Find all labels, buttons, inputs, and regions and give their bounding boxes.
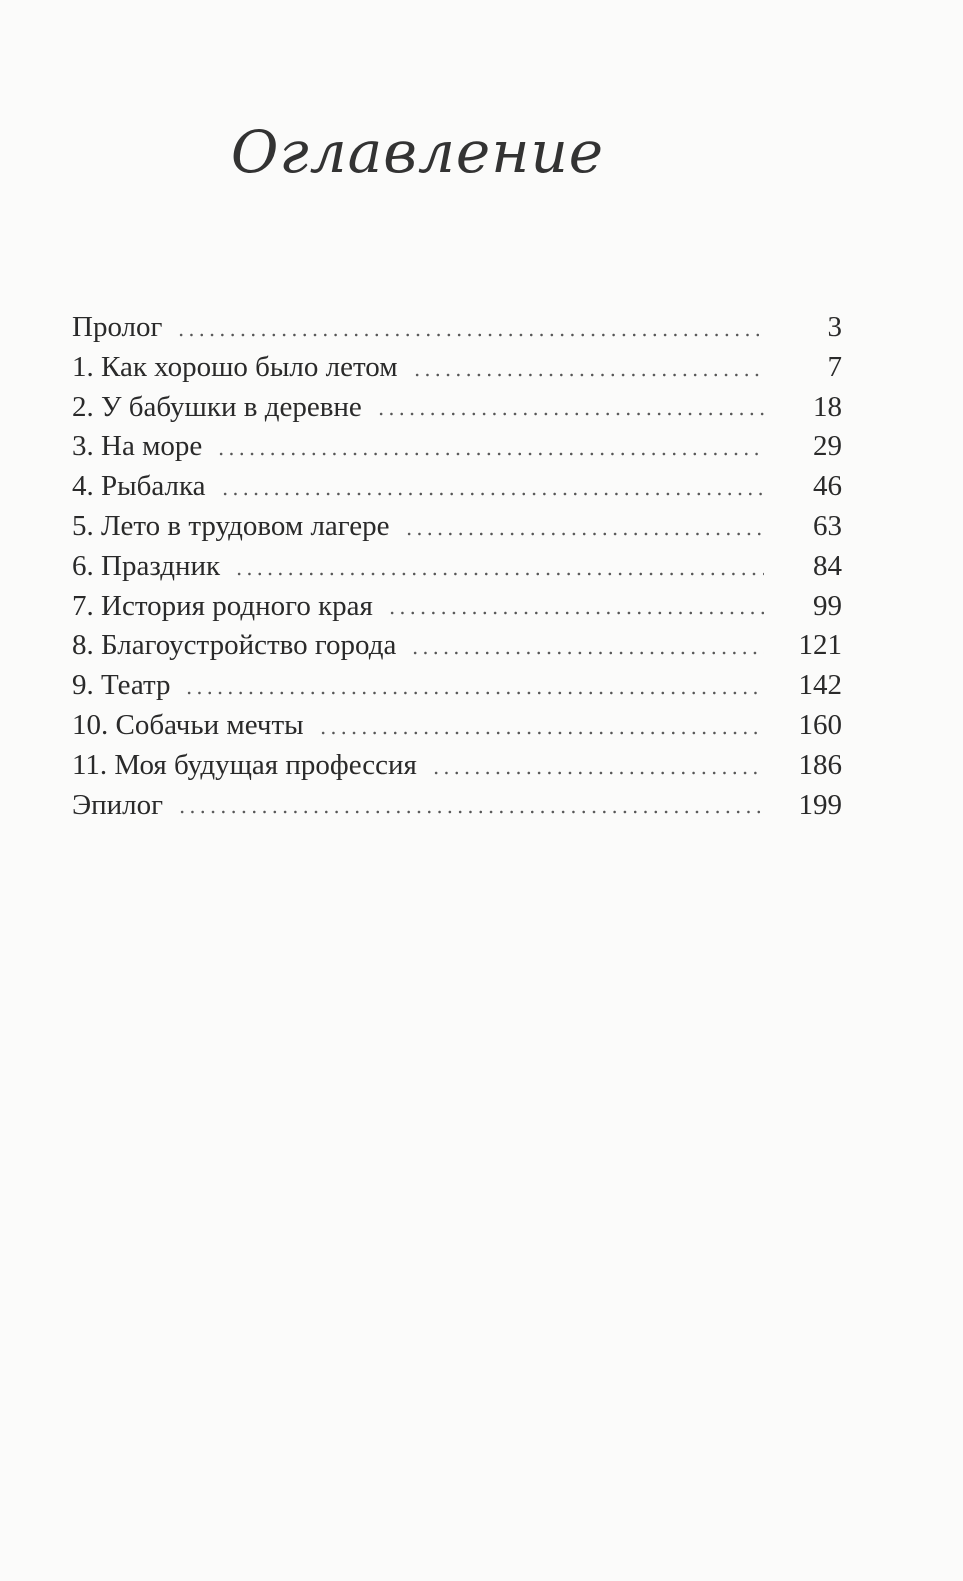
toc-entry-label: 5. Лето в трудовом лагере (72, 509, 390, 542)
toc-entry-page: 142 (798, 669, 842, 702)
toc-entry-page: 121 (798, 629, 842, 662)
toc-entry-label: 11. Моя будущая профессия (72, 748, 417, 781)
toc-entry (72, 427, 842, 467)
dot-leader (412, 371, 764, 379)
toc-entry-page: 46 (813, 470, 842, 503)
toc-entry-page: 199 (798, 788, 842, 821)
toc-entry-label: Пролог (72, 311, 163, 343)
dot-leader (404, 530, 764, 538)
dot-leader (177, 808, 764, 816)
toc-entry-page: 99 (813, 589, 842, 622)
toc-entry (72, 626, 842, 666)
toc-entry (72, 308, 842, 348)
toc-entry-page: 18 (813, 390, 842, 423)
toc-entry-label: 8. Благоустройство города (72, 629, 397, 662)
dot-leader (410, 649, 764, 657)
toc-entry-page: 160 (798, 708, 842, 741)
toc-entry-page: 186 (798, 748, 842, 781)
page-title: Оглавление (230, 118, 605, 186)
dot-leader (234, 570, 764, 578)
dot-leader (176, 331, 764, 339)
toc-entry (72, 388, 842, 428)
toc-entry (72, 507, 842, 547)
toc-entry-label: 10. Собачьи мечты (72, 708, 304, 741)
toc-entry-label: 6. Праздник (72, 549, 221, 582)
toc-entry-label: 3. На море (72, 430, 203, 463)
dot-leader (387, 609, 764, 617)
toc-entry-page: 63 (813, 509, 842, 542)
dot-leader (318, 729, 764, 737)
toc-entry (72, 706, 842, 746)
toc-entry-label: 4. Рыбалка (72, 470, 206, 503)
toc-entry-label: Эпилог (72, 788, 164, 821)
dot-leader (431, 769, 764, 777)
toc-entry-page: 7 (827, 350, 842, 383)
dot-leader (376, 410, 764, 418)
table-of-contents (72, 308, 842, 825)
toc-entry-page: 29 (813, 430, 842, 463)
dot-leader (220, 490, 765, 498)
toc-entry-label: 7. История родного края (72, 589, 373, 622)
toc-entry-label: 2. У бабушки в деревне (72, 390, 362, 423)
toc-entry-page: 3 (827, 311, 842, 343)
dot-leader (184, 689, 764, 697)
toc-entry (72, 467, 842, 507)
toc-entry-label: 1. Как хорошо было летом (72, 350, 398, 383)
toc-entry (72, 547, 842, 587)
toc-entry (72, 587, 842, 627)
toc-entry (72, 348, 842, 388)
toc-entry (72, 746, 842, 786)
toc-entry-page: 84 (813, 549, 842, 582)
toc-entry (72, 786, 842, 826)
dot-leader (216, 450, 764, 458)
toc-entry (72, 666, 842, 706)
toc-entry-label: 9. Театр (72, 669, 171, 702)
